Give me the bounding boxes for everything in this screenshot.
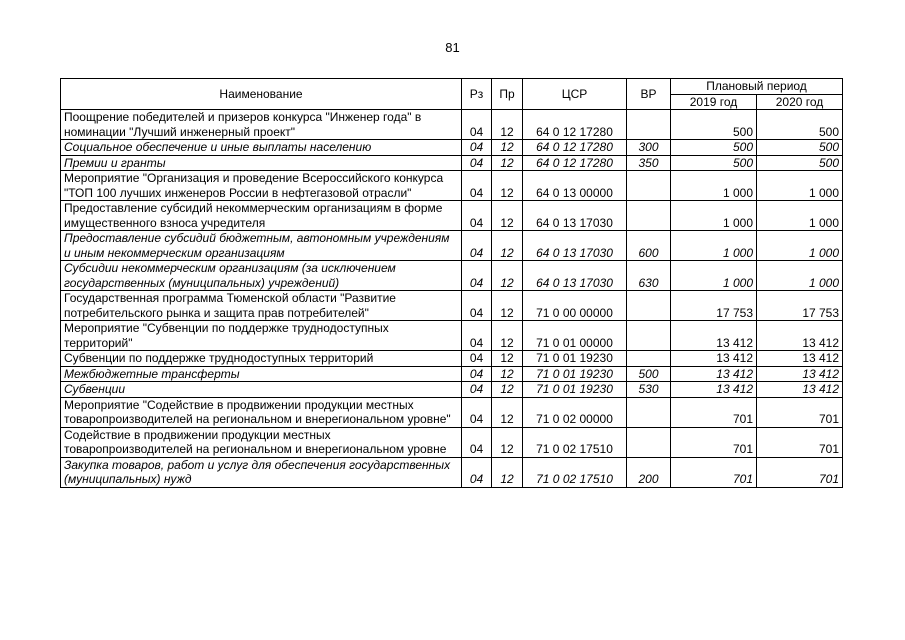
cell-vr — [627, 291, 671, 321]
cell-2019: 701 — [671, 457, 757, 487]
cell-vr — [627, 110, 671, 140]
cell-2020: 500 — [757, 155, 843, 171]
cell-2020: 500 — [757, 140, 843, 156]
table-row — [61, 261, 843, 291]
cell-vr: 200 — [627, 457, 671, 487]
cell-2020: 13 412 — [757, 382, 843, 398]
header-year-2019: 2019 год — [671, 94, 757, 110]
cell-2019: 17 753 — [671, 291, 757, 321]
cell-vr: 500 — [627, 366, 671, 382]
cell-csr: 71 0 02 17510 — [523, 427, 627, 457]
cell-2019: 13 412 — [671, 382, 757, 398]
cell-vr: 300 — [627, 140, 671, 156]
cell-rz: 04 — [462, 382, 492, 398]
cell-2020: 17 753 — [757, 291, 843, 321]
cell-pr: 12 — [492, 427, 523, 457]
cell-csr: 64 0 13 17030 — [523, 231, 627, 261]
cell-pr: 12 — [492, 351, 523, 367]
table-row — [61, 171, 843, 201]
table-row — [61, 140, 843, 156]
cell-csr: 64 0 13 17030 — [523, 201, 627, 231]
cell-name: Предоставление субсидий бюджетным, автономным учреждениям и иным некоммерческим организациям — [61, 231, 462, 261]
table-row — [61, 397, 843, 427]
cell-2019: 1 000 — [671, 201, 757, 231]
cell-vr — [627, 321, 671, 351]
cell-pr: 12 — [492, 321, 523, 351]
header-vr: ВР — [627, 79, 671, 110]
cell-2020: 500 — [757, 110, 843, 140]
cell-pr: 12 — [492, 261, 523, 291]
table-row — [61, 291, 843, 321]
cell-csr: 71 0 02 17510 — [523, 457, 627, 487]
cell-pr: 12 — [492, 382, 523, 398]
cell-rz: 04 — [462, 291, 492, 321]
cell-vr — [627, 351, 671, 367]
cell-csr: 64 0 13 17030 — [523, 261, 627, 291]
table-row — [61, 321, 843, 351]
cell-2020: 13 412 — [757, 321, 843, 351]
cell-pr: 12 — [492, 397, 523, 427]
cell-name: Содействие в продвижении продукции местных товаропроизводителей на региональном и внерегиональном уровне — [61, 427, 462, 457]
page-number: 81 — [445, 40, 460, 55]
cell-2019: 500 — [671, 110, 757, 140]
cell-csr: 64 0 12 17280 — [523, 140, 627, 156]
cell-2020: 1 000 — [757, 261, 843, 291]
cell-2019: 13 412 — [671, 351, 757, 367]
table-row — [61, 382, 843, 398]
cell-2020: 1 000 — [757, 171, 843, 201]
cell-pr: 12 — [492, 110, 523, 140]
cell-name: Поощрение победителей и призеров конкурса "Инженер года" в номинации "Лучший инженерный проект" — [61, 110, 462, 140]
cell-name: Мероприятие "Субвенции по поддержке труднодоступных территорий" — [61, 321, 462, 351]
cell-pr: 12 — [492, 366, 523, 382]
cell-csr: 71 0 01 00000 — [523, 321, 627, 351]
cell-name: Субсидии некоммерческим организациям (за исключением государственных (муниципальных) учреждений) — [61, 261, 462, 291]
cell-pr: 12 — [492, 291, 523, 321]
cell-name: Субвенции — [61, 382, 462, 398]
cell-csr: 71 0 01 19230 — [523, 351, 627, 367]
table-header — [61, 79, 843, 110]
cell-pr: 12 — [492, 140, 523, 156]
cell-vr — [627, 397, 671, 427]
cell-2019: 1 000 — [671, 231, 757, 261]
cell-rz: 04 — [462, 201, 492, 231]
cell-vr — [627, 427, 671, 457]
table-row — [61, 366, 843, 382]
cell-2019: 500 — [671, 155, 757, 171]
cell-pr: 12 — [492, 155, 523, 171]
cell-csr: 64 0 12 17280 — [523, 155, 627, 171]
table-row — [61, 110, 843, 140]
cell-2019: 701 — [671, 397, 757, 427]
table-body — [61, 110, 843, 488]
cell-name: Государственная программа Тюменской области "Развитие потребительского рынка и защита прав потребителей" — [61, 291, 462, 321]
cell-rz: 04 — [462, 457, 492, 487]
header-csr: ЦСР — [523, 79, 627, 110]
budget-table — [60, 78, 843, 488]
cell-pr: 12 — [492, 171, 523, 201]
cell-name: Мероприятие "Содействие в продвижении продукции местных товаропроизводителей на региональном и внерегиональном уровне" — [61, 397, 462, 427]
cell-rz: 04 — [462, 171, 492, 201]
table-row — [61, 231, 843, 261]
header-rz: Рз — [462, 79, 492, 110]
cell-2020: 701 — [757, 397, 843, 427]
cell-2020: 1 000 — [757, 231, 843, 261]
table-row — [61, 155, 843, 171]
cell-2020: 1 000 — [757, 201, 843, 231]
cell-name: Субвенции по поддержке труднодоступных территорий — [61, 351, 462, 367]
cell-vr — [627, 201, 671, 231]
header-year-2020: 2020 год — [757, 94, 843, 110]
cell-2020: 701 — [757, 457, 843, 487]
cell-name: Предоставление субсидий некоммерческим организациям в форме имущественного взноса учредителя — [61, 201, 462, 231]
table-row — [61, 351, 843, 367]
cell-rz: 04 — [462, 140, 492, 156]
cell-vr: 630 — [627, 261, 671, 291]
cell-2019: 1 000 — [671, 261, 757, 291]
cell-name: Премии и гранты — [61, 155, 462, 171]
cell-csr: 71 0 00 00000 — [523, 291, 627, 321]
cell-vr: 530 — [627, 382, 671, 398]
cell-pr: 12 — [492, 231, 523, 261]
cell-2019: 701 — [671, 427, 757, 457]
cell-csr: 71 0 02 00000 — [523, 397, 627, 427]
cell-rz: 04 — [462, 261, 492, 291]
cell-rz: 04 — [462, 110, 492, 140]
cell-2020: 701 — [757, 427, 843, 457]
cell-rz: 04 — [462, 351, 492, 367]
cell-2019: 500 — [671, 140, 757, 156]
cell-pr: 12 — [492, 201, 523, 231]
cell-name: Социальное обеспечение и иные выплаты населению — [61, 140, 462, 156]
header-pr: Пр — [492, 79, 523, 110]
cell-2019: 1 000 — [671, 171, 757, 201]
table-row — [61, 457, 843, 487]
table-row — [61, 201, 843, 231]
header-name: Наименование — [61, 79, 462, 110]
cell-name: Закупка товаров, работ и услуг для обеспечения государственных (муниципальных) нужд — [61, 457, 462, 487]
table-row — [61, 427, 843, 457]
cell-2019: 13 412 — [671, 321, 757, 351]
cell-name: Мероприятие "Организация и проведение Всероссийского конкурса "ТОП 100 лучших инженеров России в нефтегазовой отрасли" — [61, 171, 462, 201]
cell-rz: 04 — [462, 321, 492, 351]
cell-2020: 13 412 — [757, 366, 843, 382]
cell-2019: 13 412 — [671, 366, 757, 382]
cell-rz: 04 — [462, 155, 492, 171]
cell-csr: 71 0 01 19230 — [523, 366, 627, 382]
cell-csr: 64 0 12 17280 — [523, 110, 627, 140]
cell-pr: 12 — [492, 457, 523, 487]
cell-vr: 350 — [627, 155, 671, 171]
cell-csr: 64 0 13 00000 — [523, 171, 627, 201]
cell-2020: 13 412 — [757, 351, 843, 367]
cell-vr: 600 — [627, 231, 671, 261]
cell-vr — [627, 171, 671, 201]
cell-rz: 04 — [462, 231, 492, 261]
cell-rz: 04 — [462, 427, 492, 457]
cell-csr: 71 0 01 19230 — [523, 382, 627, 398]
header-planned-period: Плановый период — [671, 79, 843, 95]
cell-name: Межбюджетные трансферты — [61, 366, 462, 382]
cell-rz: 04 — [462, 397, 492, 427]
cell-rz: 04 — [462, 366, 492, 382]
